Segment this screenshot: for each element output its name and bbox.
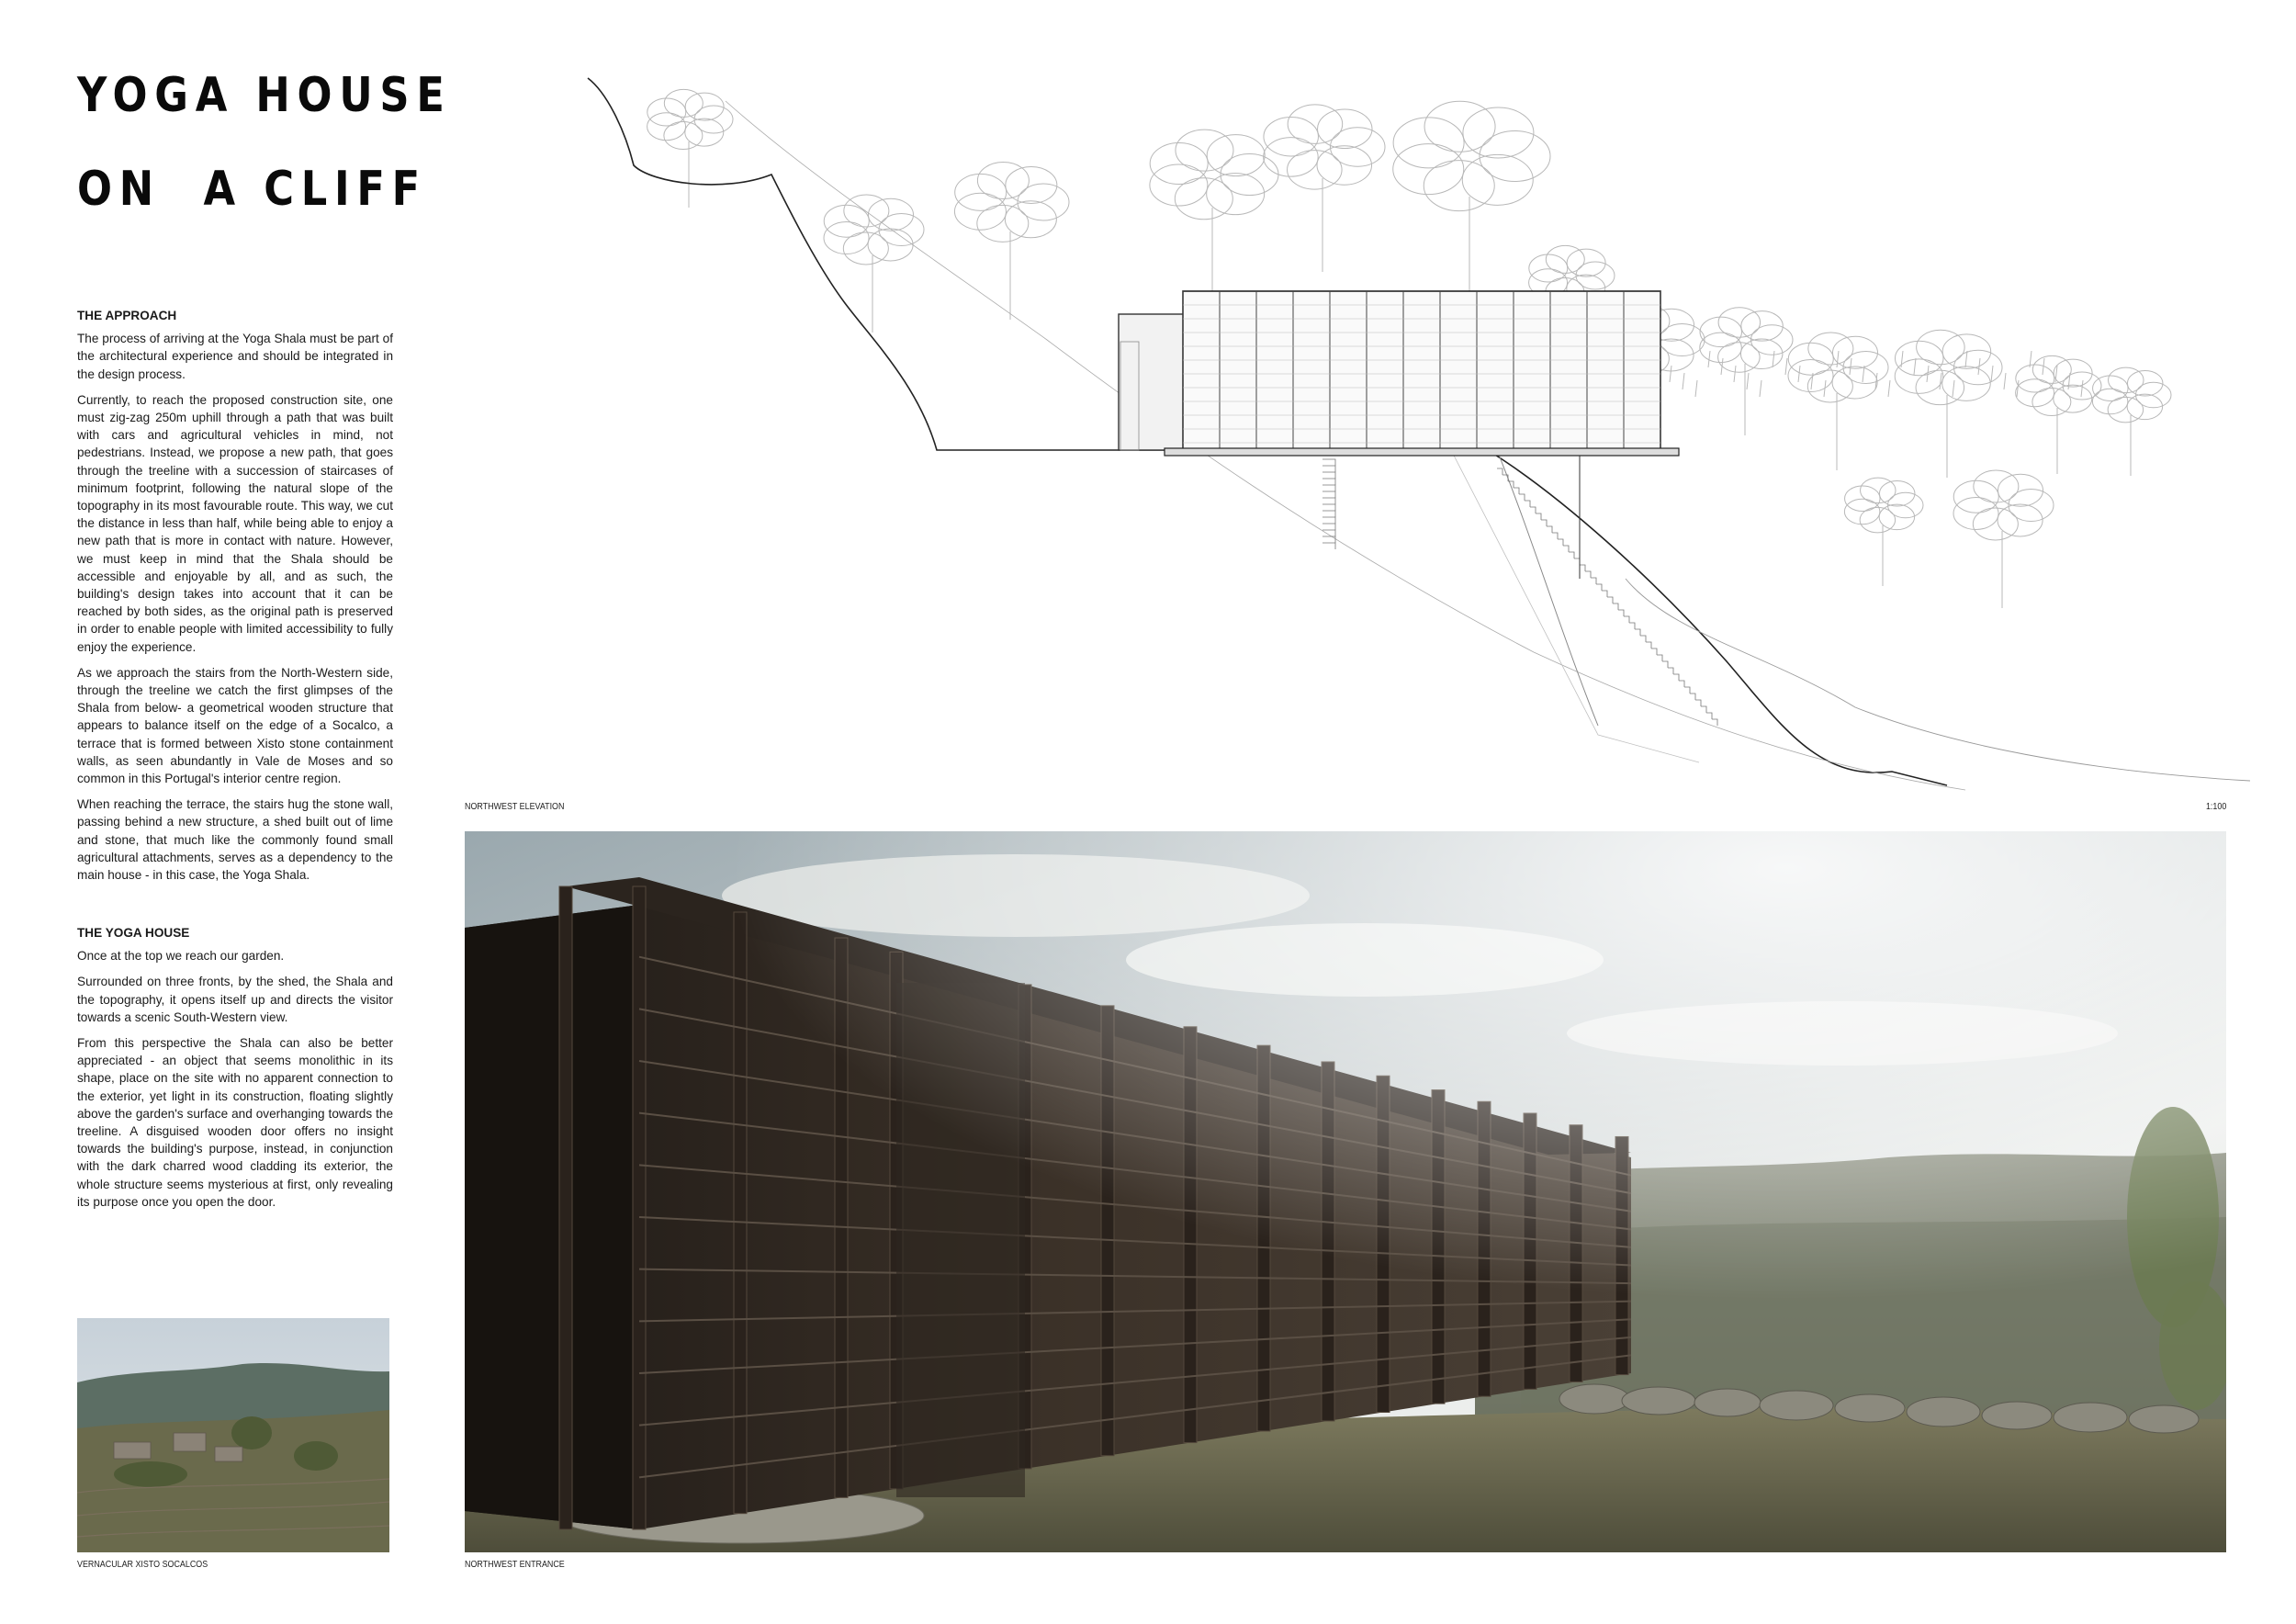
yoga-house-paragraph: Once at the top we reach our garden. <box>77 949 285 964</box>
approach-paragraph: The process of arriving at the Yoga Shala must be part of the architectural experience and should be integrated in the design process. <box>77 332 393 381</box>
yoga-house-paragraph: Surrounded on three fronts, by the shed, the Shala and the topography, it opens itself up and directs the visitor towards a scenic South-Western view. <box>77 975 393 1024</box>
approach-paragraph: Currently, to reach the proposed construction site, one must zig-zag 250m uphill through a path that was built with cars and agricultural vehicles in mind, not pedestrians. Instead, we propose a new path, that goes through the treeline with a succession of staircases of minimum footprint, following the natural slope of the topography in its most favourable route. This way, we cut the distance in less than half, while being able to enjoy a new path that is more in contact with nature. However, we must keep in mind that the Shala should be accessible and enjoyable by all, and as such, the building's design takes into account that it can be reached by both sides, as the original path is preserved in order to enable people with limited accessibility to fully enjoy the experience. <box>77 392 393 654</box>
northwest-entrance-render <box>465 831 2226 1552</box>
elevation-caption: NORTHWEST ELEVATION <box>465 801 565 812</box>
render-caption: NORTHWEST ENTRANCE <box>465 1559 565 1570</box>
scale-caption: 1:100 <box>2205 801 2227 812</box>
approach-heading: THE APPROACH <box>77 309 177 322</box>
title-line-2: ON A CLIFF <box>77 162 427 217</box>
yoga-house-section <box>77 924 393 1219</box>
title-line-1: YOGA HOUSE <box>77 68 452 123</box>
approach-paragraph: As we approach the stairs from the North-Western side, through the treeline we catch the first glimpses of the Shala from below- a geometrical wooden structure that appears to balance itself on the edge of a Socalco, a terrace that is formed between Xisto stone containment walls, as seen abundantly in Vale de Moses and so common in this Portugal's interior centre region. <box>77 665 393 786</box>
yoga-house-paragraph: From this perspective the Shala can also be better appreciated - an object that seems monolithic in its shape, place on the site with no apparent connection to the exterior, yet light in its construction, floating slightly above the garden's surface and overhanging towards the treeline. A disguised wooden door offers no insight towards the building's purpose, instead, in conjunction with the dark charred wood cladding its exterior, the whole structure seems mysterious at first, only revealing its purpose once you open the door. <box>77 1036 393 1209</box>
yoga-house-heading: THE YOGA HOUSE <box>77 926 190 940</box>
vernacular-photo <box>77 1318 389 1552</box>
northwest-elevation-drawing <box>569 64 2250 799</box>
photo-caption: VERNACULAR XISTO SOCALCOS <box>77 1559 208 1570</box>
approach-section <box>77 307 393 892</box>
approach-paragraph: When reaching the terrace, the stairs hug the stone wall, passing behind a new structure, a shed built out of lime and stone, that much like the commonly found small agricultural attachments, serves as a dependency to the main house - in this case, the Yoga Shala. <box>77 797 393 883</box>
shala-elevation-icon <box>1119 291 1679 579</box>
staircase-icon <box>1322 459 1717 726</box>
